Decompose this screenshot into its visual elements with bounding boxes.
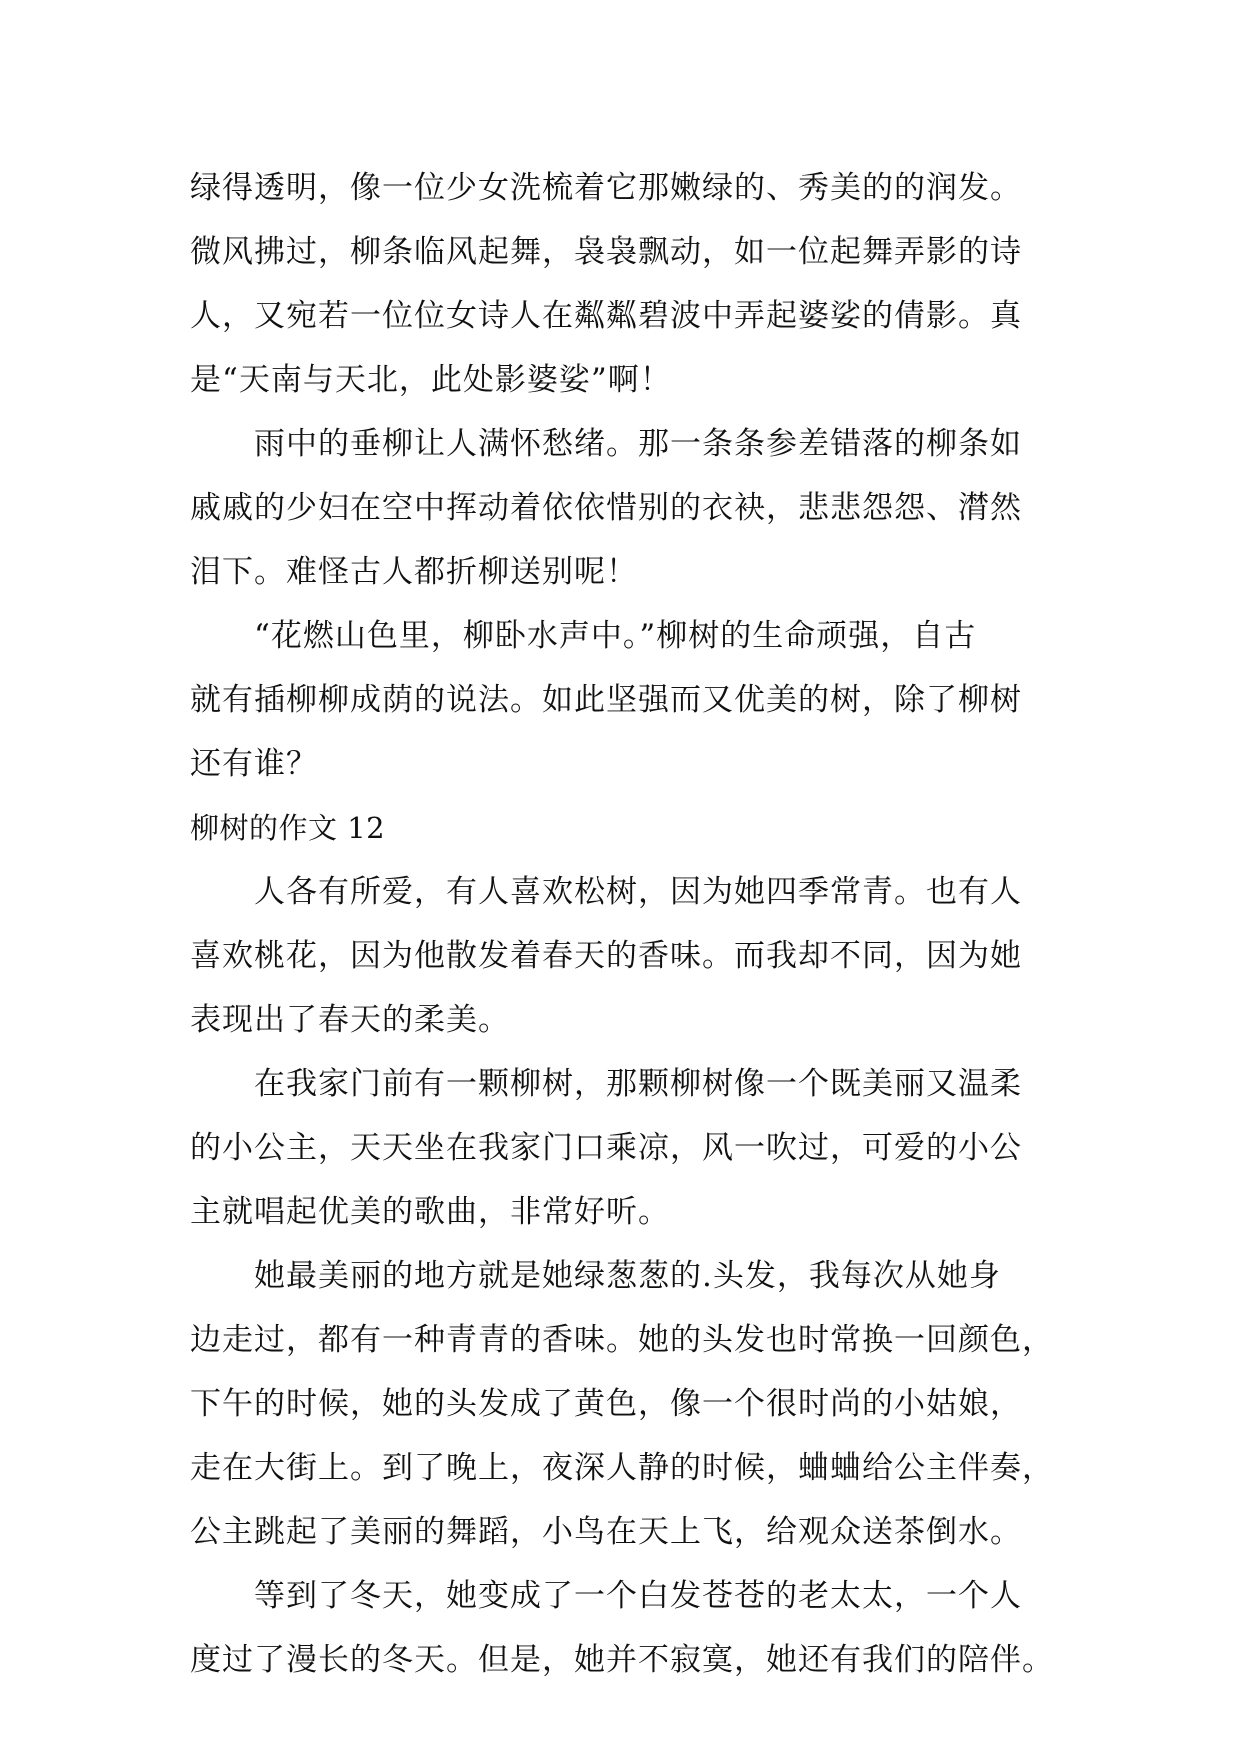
text-line: 还有谁？ bbox=[190, 746, 318, 782]
text-line: 下午的时候，她的头发成了黄色，像一个很时尚的小姑娘， bbox=[190, 1386, 1022, 1422]
text-line: 表现出了春天的柔美。 bbox=[190, 1002, 510, 1038]
paragraph-start-line: “花燃山色里，柳卧水声中。”柳树的生命顽强，自古 bbox=[254, 618, 977, 654]
text-line: 微风拂过，柳条临风起舞，袅袅飘动，如一位起舞弄影的诗 bbox=[190, 234, 1022, 270]
text-line: 就有插柳柳成荫的说法。如此坚强而又优美的树，除了柳树 bbox=[190, 682, 1022, 718]
paragraph-start-line: 等到了冬天，她变成了一个白发苍苍的老太太，一个人 bbox=[254, 1578, 1022, 1614]
text-line: 的小公主，天天坐在我家门口乘凉，风一吹过，可爱的小公 bbox=[190, 1130, 1022, 1166]
section-heading: 柳树的作文 12 bbox=[190, 811, 386, 845]
text-line: 绿得透明，像一位少女洗梳着它那嫩绿的、秀美的的润发。 bbox=[190, 170, 1022, 206]
text-line: 戚戚的少妇在空中挥动着依依惜别的衣袂，悲悲怨怨、潸然 bbox=[190, 490, 1022, 526]
paragraph-start-line: 人各有所爱，有人喜欢松树，因为她四季常青。也有人 bbox=[254, 874, 1022, 910]
text-line: 边走过，都有一种青青的香味。她的头发也时常换一回颜色， bbox=[190, 1322, 1054, 1358]
text-line: 是“天南与天北，此处影婆娑”啊！ bbox=[190, 362, 672, 398]
text-line: 公主跳起了美丽的舞蹈，小鸟在天上飞，给观众送茶倒水。 bbox=[190, 1514, 1022, 1550]
document-body bbox=[190, 156, 1065, 1692]
text-line: 主就唱起优美的歌曲，非常好听。 bbox=[190, 1194, 670, 1230]
text-line: 泪下。难怪古人都折柳送别呢！ bbox=[190, 554, 638, 590]
text-line: 走在大街上。到了晚上，夜深人静的时候，蛐蛐给公主伴奏， bbox=[190, 1450, 1054, 1486]
paragraph-start-line: 雨中的垂柳让人满怀愁绪。那一条条参差错落的柳条如 bbox=[254, 426, 1022, 462]
paragraph-start-line: 在我家门前有一颗柳树，那颗柳树像一个既美丽又温柔 bbox=[254, 1066, 1022, 1102]
text-line: 喜欢桃花，因为他散发着春天的香味。而我却不同，因为她 bbox=[190, 938, 1022, 974]
text-line: 人，又宛若一位位女诗人在粼粼碧波中弄起婆娑的倩影。真 bbox=[190, 298, 1022, 334]
paragraph-start-line: 她最美丽的地方就是她绿葱葱的.头发，我每次从她身 bbox=[254, 1258, 1001, 1294]
text-line: 度过了漫长的冬天。但是，她并不寂寞，她还有我们的陪伴。 bbox=[190, 1642, 1054, 1678]
